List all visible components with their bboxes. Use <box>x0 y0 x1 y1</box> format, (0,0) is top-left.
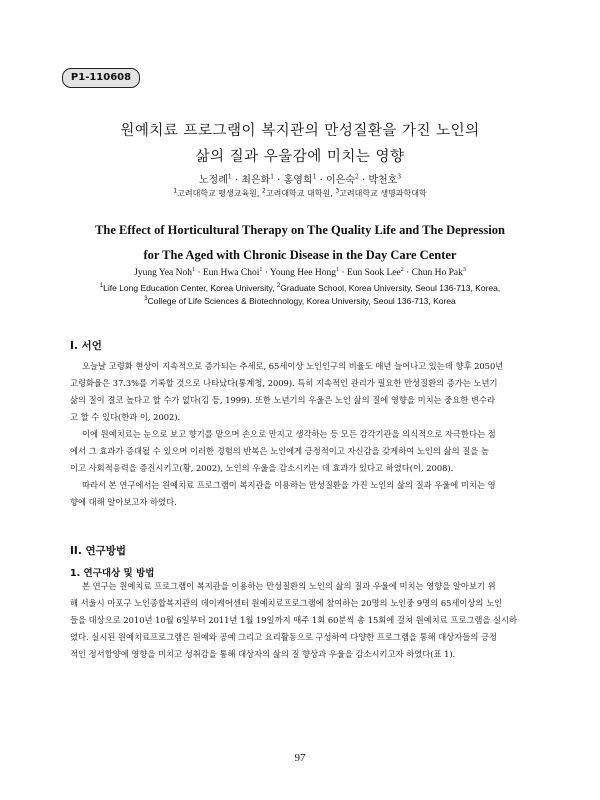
affiliation-line <box>0 282 600 295</box>
author-name: Eun Sook Lee <box>346 268 401 278</box>
text-line: 이고 사회적응력을 증진시키고(황, 2002), 노인의 우울을 감소시키는 데 효과가 있다고 하였다(이, 2008). <box>70 463 454 473</box>
korean-author-list: 노정례$^1$ · 최은화$^1$ · 홍영희$^1$ · 이은숙$^2$ · 박천호$^3$ <box>198 173 402 186</box>
affiliation-mark: 3 <box>144 296 148 303</box>
affiliation-mark: 2 <box>276 283 281 290</box>
author-name: 최은화 <box>241 175 271 186</box>
text-line: 삶의 질이 결코 높다고 할 수가 없다(김 등, 1999). 또한 노년기의 우울은 노인 삶의 질에 영향을 미치는 중요한 변수라 <box>70 395 495 405</box>
author-affiliation-mark: 3 <box>462 266 466 273</box>
affiliation: 고려대학교 생명과학대학 <box>339 189 427 198</box>
author-affiliation-mark: 1 <box>227 173 232 181</box>
english-title <box>0 218 600 268</box>
korean-title <box>0 118 600 170</box>
english-title-line: The Effect of Horticultural Therapy on The Quality Life and The Depression <box>95 223 505 237</box>
section-heading-methods: II. 연구방법 <box>70 545 127 557</box>
author-affiliation-mark: 3 <box>397 173 402 181</box>
author-name: Jyung Yea Noh <box>134 268 192 278</box>
affiliation-line <box>0 295 600 308</box>
affiliation: Graduate School, Korea University, Seoul 136-713, Korea, <box>280 283 501 293</box>
korean-affiliations <box>0 188 600 199</box>
page-number: 97 <box>294 752 306 764</box>
english-affiliations <box>0 282 600 308</box>
text-line: 해 서울시 마포구 노인종합복지관의 데이케어센터 원예치료프로그램에 참여하는 20명의 노인중 9명의 65세이상의 노인 <box>70 598 503 608</box>
affiliation: College of Life Sciences & Biotechnology, Korea University, Seoul 136-713, Korea <box>147 296 456 306</box>
author-affiliation-mark: 1 <box>312 173 317 181</box>
text-line: 들을 대상으로 2010년 10월 6일부터 2011년 1월 19일까지 매주 1회 60분씩 총 15회에 걸쳐 원예치료 프로그램을 실시하 <box>70 615 518 625</box>
korean-title-line: 원예치료 프로그램이 복지관의 만성질환을 가진 노인의 <box>120 123 480 139</box>
text-line: 오늘날 고령화 현상이 지속적으로 증가되는 추세로, 65세이상 노인인구의 비율도 매년 늘어나고 있는데 향후 2050년 <box>82 361 504 371</box>
korean-title-line: 삶의 질과 우울감에 미치는 영향 <box>195 149 405 165</box>
author-affiliation-mark: 1 <box>335 266 339 273</box>
abstract-id-badge: P1-110608 <box>62 68 140 88</box>
text-line: 였다. 실시된 원예치료프로그램은 원예와 공예 그리고 요리활동으로 구성하여 다양한 프로그램을 통해 대상자들의 긍정 <box>70 632 498 642</box>
text-line: 향에 대해 알아보고자 하였다. <box>70 497 177 507</box>
paragraph <box>70 578 532 663</box>
paragraph <box>70 358 532 511</box>
author-name: 이은숙 <box>325 175 355 186</box>
text-line: 따라서 본 연구에서는 원예치료 프로그램이 복지관을 이용하는 만성질환을 가진 노인의 삶의 질과 우울에 미치는 영 <box>82 480 496 490</box>
section-heading-introduction: I. 서언 <box>70 340 102 352</box>
affiliation-mark: 1 <box>99 283 104 290</box>
author-name: 노정례 <box>198 175 228 186</box>
subsection-heading: 1. 연구대상 및 방법 <box>70 568 155 579</box>
author-name: Eun Hwa Choi <box>202 268 260 278</box>
author-name: Young Hee Hong <box>269 268 336 278</box>
text-line: 이에 원예치료는 눈으로 보고 향기를 맡으며 손으로 만지고 생각하는 등 모든 감각기관을 의식적으로 자극한다는 점 <box>82 429 496 439</box>
author-affiliation-mark: 2 <box>354 173 359 181</box>
text-line: 에서 그 효과가 증대될 수 있으며 이러한 경험의 반복은 노인에게 긍정적이고 자신감을 갖게하여 노인의 삶의 질을 높 <box>70 446 489 456</box>
text-line: 적인 정서함양에 영향을 미치고 성취감을 통해 대상자의 삶의 질 향상과 우울을 감소시키고자 하였다(표 1). <box>70 649 456 659</box>
author-name: 박천호 <box>368 175 398 186</box>
affiliation: 고려대학교 대학원, <box>265 189 336 198</box>
text-line: 본 연구는 원예치료 프로그램이 복지관을 이용하는 만성질환의 노인의 삶의 질과 우울에 미치는 영향을 알아보기 위 <box>82 581 496 591</box>
author-affiliation-mark: 2 <box>400 266 404 273</box>
affiliation: Life Long Education Center, Korea University, <box>103 283 277 293</box>
author-affiliation-mark: 1 <box>259 266 263 273</box>
text-line: 고령화율은 37.3%를 기록할 것으로 나타났다(통계청, 2009). 특히 지속적인 관리가 필요한 만성질환의 증가는 노년기 <box>70 378 498 388</box>
affiliation: 고려대학교 평생교육원, <box>177 189 263 198</box>
author-affiliation-mark: 1 <box>191 266 195 273</box>
affiliation-mark: 1 <box>173 187 178 195</box>
english-author-list: Jyung Yea Noh$^1$ · Eun Hwa Choi$^1$ · Young Hee Hong$^1$ · Eun Sook Lee$^2$ · Chun Ho Pak$^3$ <box>134 266 466 278</box>
author-name: Chun Ho Pak <box>411 268 463 278</box>
affiliation-mark: 2 <box>262 187 266 195</box>
author-affiliation-mark: 1 <box>270 173 275 181</box>
author-name: 홍영희 <box>283 175 313 186</box>
affiliation-mark: 3 <box>335 187 340 195</box>
text-line: 고 할 수 있다(한과 이, 2002). <box>70 412 181 422</box>
english-title-line: for The Aged with Chronic Disease in the Day Care Center <box>143 248 457 262</box>
